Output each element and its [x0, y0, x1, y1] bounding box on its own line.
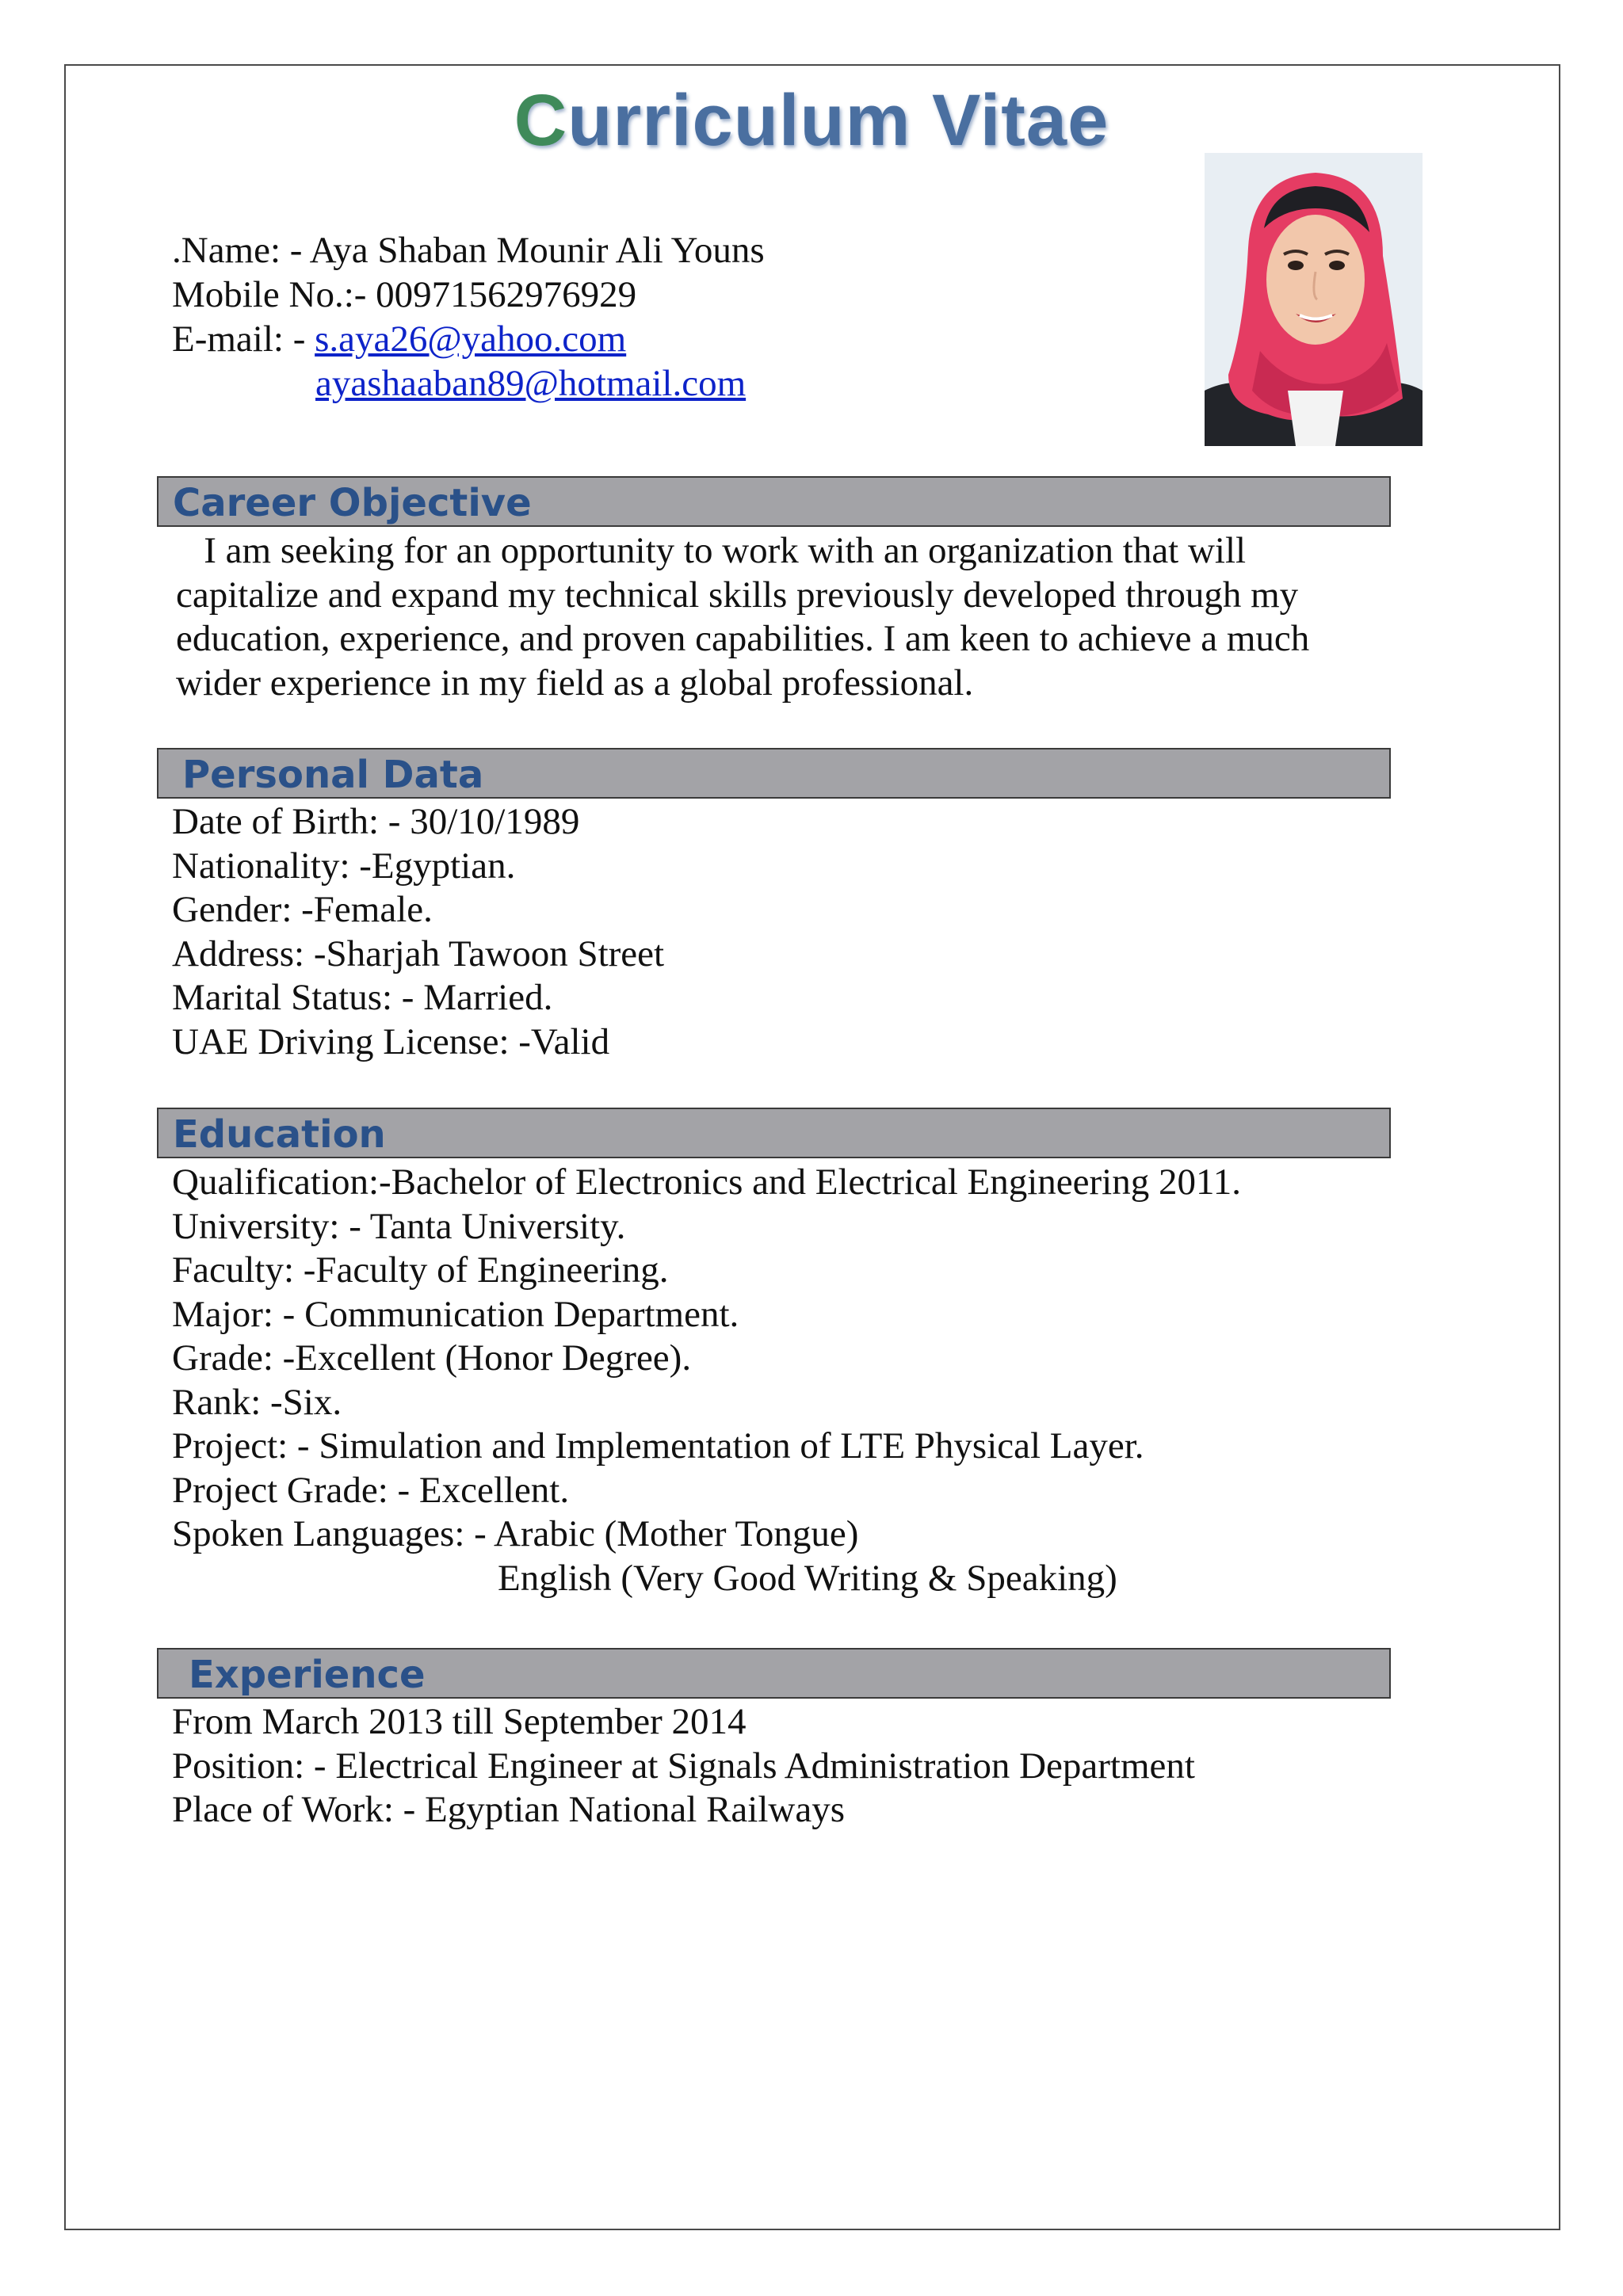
education-line: English (Very Good Writing & Speaking)	[498, 1557, 1117, 1599]
education-line: Rank: -Six.	[172, 1381, 342, 1423]
education-line: Qualification:-Bachelor of Electronics and Electrical Engineering 2011.	[172, 1161, 1241, 1203]
education-line: Major: - Communication Department.	[172, 1293, 739, 1335]
portrait-illustration	[1205, 153, 1423, 446]
section-heading-experience: Experience	[189, 1653, 426, 1697]
profile-photo	[1205, 153, 1423, 446]
email-line	[172, 317, 765, 361]
page-title	[0, 79, 1623, 162]
section-bar-experience	[157, 1648, 1391, 1699]
career-line: education, experience, and proven capabilities. I am keen to achieve a much	[176, 618, 1310, 659]
education-line: Faculty: -Faculty of Engineering.	[172, 1249, 669, 1291]
email-label: E-mail: -	[172, 318, 315, 360]
email-link-hotmail[interactable]: ayashaaban89@hotmail.com	[315, 363, 747, 404]
section-heading-education: Education	[173, 1112, 386, 1157]
personal-line: Nationality: -Egyptian.	[172, 845, 516, 887]
education-line: Project: - Simulation and Implementation of LTE Physical Layer.	[172, 1425, 1144, 1466]
section-heading-career: Career Objective	[173, 481, 532, 525]
title-rest: urriculum Vitae	[567, 80, 1109, 161]
experience-line: From March 2013 till September 2014	[172, 1701, 747, 1742]
section-bar-career	[157, 476, 1391, 527]
mobile-line: Mobile No.:- 00971562976929	[172, 274, 637, 315]
education-line: Spoken Languages: - Arabic (Mother Tongue)	[172, 1513, 859, 1554]
education-line: Project Grade: - Excellent.	[172, 1469, 570, 1511]
section-heading-personal: Personal Data	[182, 753, 484, 797]
career-line: I am seeking for an opportunity to work with an organization that will	[176, 530, 1247, 571]
personal-data-list	[172, 800, 664, 1064]
experience-line: Place of Work: - Egyptian National Railways	[172, 1789, 845, 1830]
personal-line: Marital Status: - Married.	[172, 977, 553, 1018]
career-line: capitalize and expand my technical skills previously developed through my	[176, 574, 1299, 616]
personal-line: UAE Driving License: -Valid	[172, 1020, 610, 1062]
education-line: University: - Tanta University.	[172, 1205, 626, 1247]
personal-line: Date of Birth: - 30/10/1989	[172, 801, 580, 842]
section-bar-education	[157, 1108, 1391, 1158]
experience-list	[172, 1700, 1195, 1833]
personal-line: Gender: -Female.	[172, 889, 433, 930]
career-objective-text	[176, 529, 1309, 705]
education-list	[172, 1161, 1241, 1600]
email-line-2	[172, 361, 765, 406]
email-link-yahoo[interactable]: s.aya26@yahoo.com	[315, 318, 627, 360]
section-bar-personal	[157, 748, 1391, 799]
personal-line: Address: -Sharjah Tawoon Street	[172, 933, 665, 974]
title-first-letter: C	[514, 80, 568, 161]
experience-line: Position: - Electrical Engineer at Signals Administration Department	[172, 1745, 1195, 1787]
education-line: Grade: -Excellent (Honor Degree).	[172, 1337, 692, 1379]
career-line: wider experience in my field as a global professional.	[176, 662, 974, 704]
name-line: .Name: - Aya Shaban Mounir Ali Youns	[172, 230, 765, 271]
contact-block	[172, 228, 765, 406]
